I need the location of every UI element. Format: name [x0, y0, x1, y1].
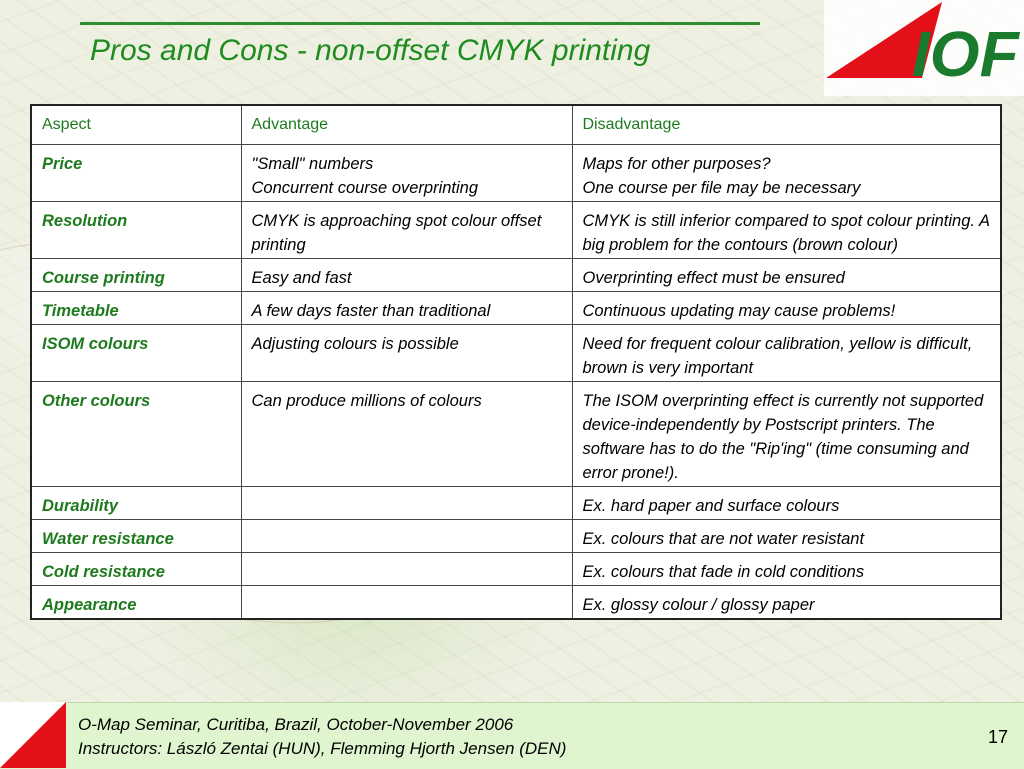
- aspect-cell: Price: [31, 145, 241, 202]
- aspect-cell: Cold resistance: [31, 553, 241, 586]
- advantage-cell: [241, 487, 572, 520]
- aspect-cell: ISOM colours: [31, 325, 241, 382]
- advantage-text: Adjusting colours is possible: [251, 335, 459, 353]
- disadvantage-cell: [572, 292, 1001, 325]
- disadvantage-cell: [572, 586, 1001, 620]
- table-row: [31, 259, 1001, 292]
- advantage-cell: [241, 325, 572, 382]
- advantage-text: Can produce millions of colours: [251, 392, 482, 410]
- table-row: [31, 487, 1001, 520]
- aspect-cell: Appearance: [31, 586, 241, 620]
- aspect-cell: Durability: [31, 487, 241, 520]
- disadvantage-text: Overprinting effect must be ensured: [582, 269, 845, 287]
- disadvantage-cell: [572, 202, 1001, 259]
- disadvantage-cell: [572, 382, 1001, 487]
- table-row: [31, 520, 1001, 553]
- advantage-cell: [241, 259, 572, 292]
- disadvantage-cell: [572, 520, 1001, 553]
- disadvantage-cell: [572, 553, 1001, 586]
- table-row: [31, 586, 1001, 620]
- aspect-cell: Other colours: [31, 382, 241, 487]
- advantage-text: "Small" numbers: [251, 155, 374, 173]
- header-aspect: Aspect: [31, 105, 241, 145]
- disadvantage-cell: [572, 487, 1001, 520]
- slide-footer: [0, 702, 1024, 769]
- aspect-cell: Resolution: [31, 202, 241, 259]
- disadvantage-cell: [572, 259, 1001, 292]
- advantage-text: Easy and fast: [251, 269, 352, 287]
- advantage-cell: [241, 586, 572, 620]
- advantage-cell: [241, 292, 572, 325]
- table-row: [31, 382, 1001, 487]
- advantage-cell: [241, 202, 572, 259]
- disadvantage-text: One course per file may be necessary: [582, 179, 861, 197]
- disadvantage-text: The ISOM overprinting effect is currently not supported device-independently by Postscript printers. The software has to do the "Rip'ing" (time consuming and error prone!).: [582, 392, 984, 482]
- advantage-cell: [241, 145, 572, 202]
- footer-seminar-line: O-Map Seminar, Curitiba, Brazil, October-November 2006: [78, 715, 514, 734]
- aspect-cell: Timetable: [31, 292, 241, 325]
- disadvantage-text: Maps for other purposes?: [582, 155, 771, 173]
- disadvantage-cell: [572, 145, 1001, 202]
- disadvantage-text: Ex. hard paper and surface colours: [582, 497, 840, 515]
- disadvantage-text: Continuous updating may cause problems!: [582, 302, 896, 320]
- advantage-cell: [241, 520, 572, 553]
- aspect-cell: Course printing: [31, 259, 241, 292]
- disadvantage-text: Ex. colours that fade in cold conditions: [582, 563, 865, 581]
- disadvantage-cell: [572, 325, 1001, 382]
- advantage-cell: [241, 553, 572, 586]
- header-advantage: Advantage: [241, 105, 572, 145]
- footer-corner-triangle-icon: [0, 702, 66, 768]
- disadvantage-text: CMYK is still inferior compared to spot colour printing. A big problem for the contours (brown colour): [582, 212, 990, 254]
- footer-instructors-line: Instructors: László Zentai (HUN), Flemming Hjorth Jensen (DEN): [78, 739, 567, 758]
- pros-cons-table: [30, 104, 1002, 620]
- table-header-row: [31, 105, 1001, 145]
- disadvantage-text: Ex. glossy colour / glossy paper: [582, 596, 815, 614]
- advantage-cell: [241, 382, 572, 487]
- table-row: [31, 145, 1001, 202]
- disadvantage-text: Ex. colours that are not water resistant: [582, 530, 865, 548]
- advantage-text: A few days faster than traditional: [251, 302, 491, 320]
- header-disadvantage: Disadvantage: [572, 105, 1001, 145]
- page-number: 17: [987, 727, 1008, 747]
- slide-title: Pros and Cons - non-offset CMYK printing: [90, 34, 651, 67]
- advantage-text: Concurrent course overprinting: [251, 179, 479, 197]
- advantage-text: CMYK is approaching spot colour offset printing: [251, 212, 542, 254]
- table-row: [31, 202, 1001, 259]
- title-underline: [80, 22, 760, 25]
- aspect-cell: Water resistance: [31, 520, 241, 553]
- table-row: [31, 325, 1001, 382]
- table-row: [31, 553, 1001, 586]
- disadvantage-text: Need for frequent colour calibration, yellow is difficult, brown is very important: [582, 335, 973, 377]
- table-row: [31, 292, 1001, 325]
- logo-lettering: IOF: [912, 18, 1019, 90]
- iof-logo: [824, 0, 1024, 96]
